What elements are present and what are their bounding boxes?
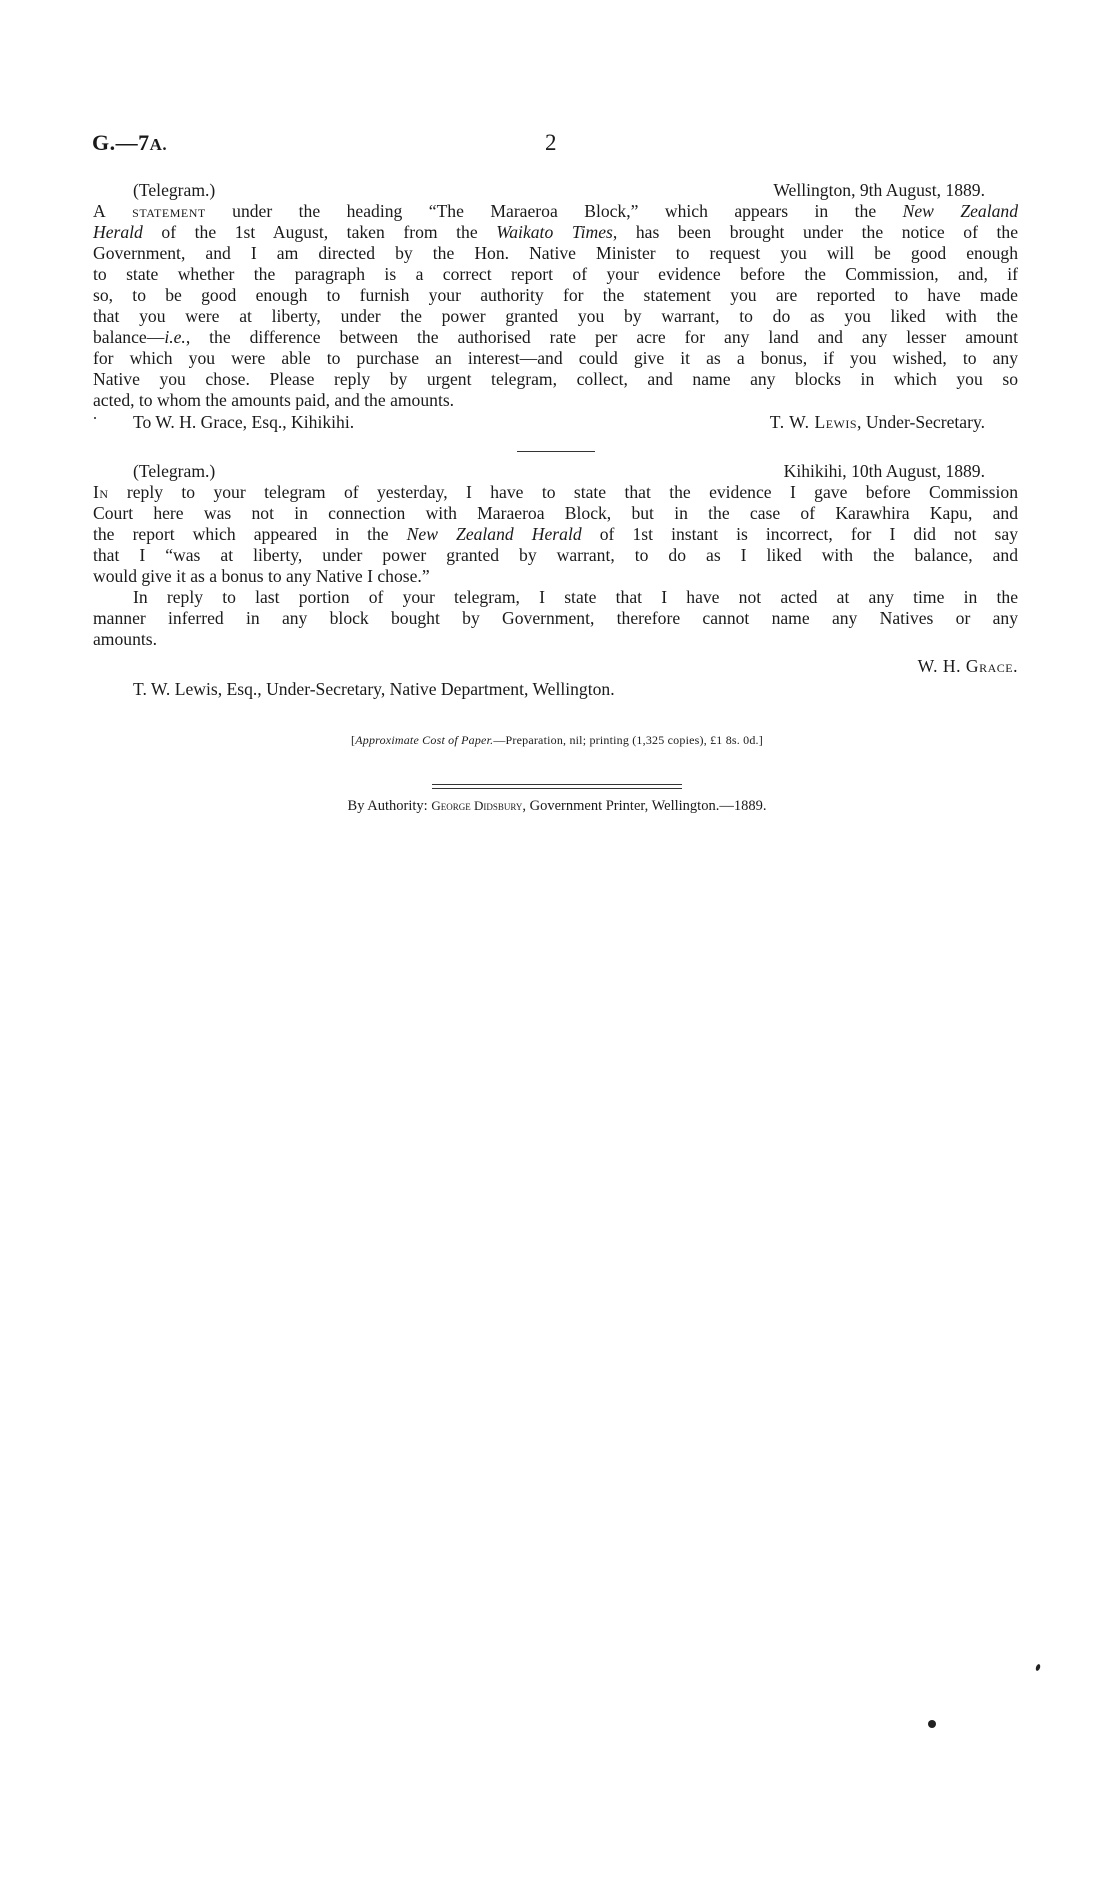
telegram-signature-row bbox=[93, 412, 1018, 433]
telegram-place-date: Kihikihi, 10th August, 1889. bbox=[783, 461, 985, 481]
footer-rule-double bbox=[432, 788, 682, 789]
telegram-addressee-lewis: T. W. Lewis, Esq., Under-Secretary, Native Department, Wellington. bbox=[133, 679, 615, 699]
telegram-signature: T. W. Lewis, Under-Secretary. bbox=[769, 412, 985, 432]
text-line: Herald of the 1st August, taken from the Waikato Times, has been brought under the notice of the bbox=[93, 222, 1019, 242]
telegram-label: (Telegram.) bbox=[133, 180, 216, 200]
cost-of-paper-note: [Approximate Cost of Paper.—Preparation, nil; printing (1,325 copies), £1 8s. 0d.] bbox=[351, 733, 763, 747]
text-line: so, to be good enough to furnish your authority for the statement you are reported to have made bbox=[93, 285, 1018, 305]
telegram-grace bbox=[93, 461, 1018, 650]
lead-word: In bbox=[93, 482, 109, 502]
telegram-body-line-0: In reply to your telegram of yesterday, I have to state that the evidence I gave before Commission bbox=[93, 482, 1018, 502]
text-line: In reply to last portion of your telegram, I state that I have not acted at any time in the bbox=[133, 587, 1018, 607]
text-line: balance—i.e., the difference between the authorised rate per acre for any land and any lesser amount bbox=[93, 327, 1018, 347]
printer-imprint: By Authority: George Didsbury, Government Printer, Wellington.—1889. bbox=[347, 798, 767, 814]
page-number: 2 bbox=[545, 130, 557, 155]
text-line: that I “was at liberty, under power granted by warrant, to do as I liked with the balance, and bbox=[93, 545, 1018, 565]
text-line: the report which appeared in the New Zealand Herald of 1st instant is incorrect, for I did not say bbox=[93, 524, 1019, 544]
signature-grace: W. H. Grace. bbox=[917, 656, 1018, 676]
text-line: Native you chose. Please reply by urgent telegram, collect, and name any blocks in which you so bbox=[93, 369, 1018, 389]
text-line: that you were at liberty, under the power granted you by warrant, to do as you liked with the bbox=[93, 306, 1018, 326]
ink-speck bbox=[94, 417, 96, 419]
ink-speck bbox=[928, 1720, 936, 1728]
text-line: would give it as a bonus to any Native I chose.” bbox=[93, 566, 430, 586]
text-line: Court here was not in connection with Maraeroa Block, but in the case of Karawhira Kapu, and bbox=[93, 503, 1018, 523]
text-line: Government, and I am directed by the Hon. Native Minister to request you will be good enough bbox=[93, 243, 1018, 263]
telegram-heading bbox=[93, 461, 1018, 482]
telegram-addressee: To W. H. Grace, Esq., Kihikihi. bbox=[133, 412, 355, 432]
ink-speck bbox=[1035, 1664, 1041, 1672]
text-line: to state whether the paragraph is a correct report of your evidence before the Commission, and, if bbox=[93, 264, 1018, 284]
telegram-label: (Telegram.) bbox=[133, 461, 216, 481]
document-code: G.—7A. bbox=[92, 130, 168, 155]
telegram-body-line-0: A statement under the heading “The Maraeroa Block,” which appears in the New Zealand bbox=[93, 201, 1018, 221]
text-line: manner inferred in any block bought by Government, therefore cannot name any Natives or any bbox=[93, 608, 1018, 628]
text-line: for which you were able to purchase an interest—and could give it as a bonus, if you wished, to any bbox=[93, 348, 1018, 368]
section-divider bbox=[517, 451, 595, 452]
telegram-heading bbox=[93, 180, 1018, 201]
text-line: amounts. bbox=[93, 629, 158, 649]
telegram-lewis bbox=[93, 180, 1018, 433]
telegram-place-date: Wellington, 9th August, 1889. bbox=[773, 180, 985, 200]
text-line: acted, to whom the amounts paid, and the amounts. bbox=[93, 390, 455, 410]
footer-rule bbox=[432, 784, 682, 785]
lead-word: A statement bbox=[93, 201, 206, 221]
